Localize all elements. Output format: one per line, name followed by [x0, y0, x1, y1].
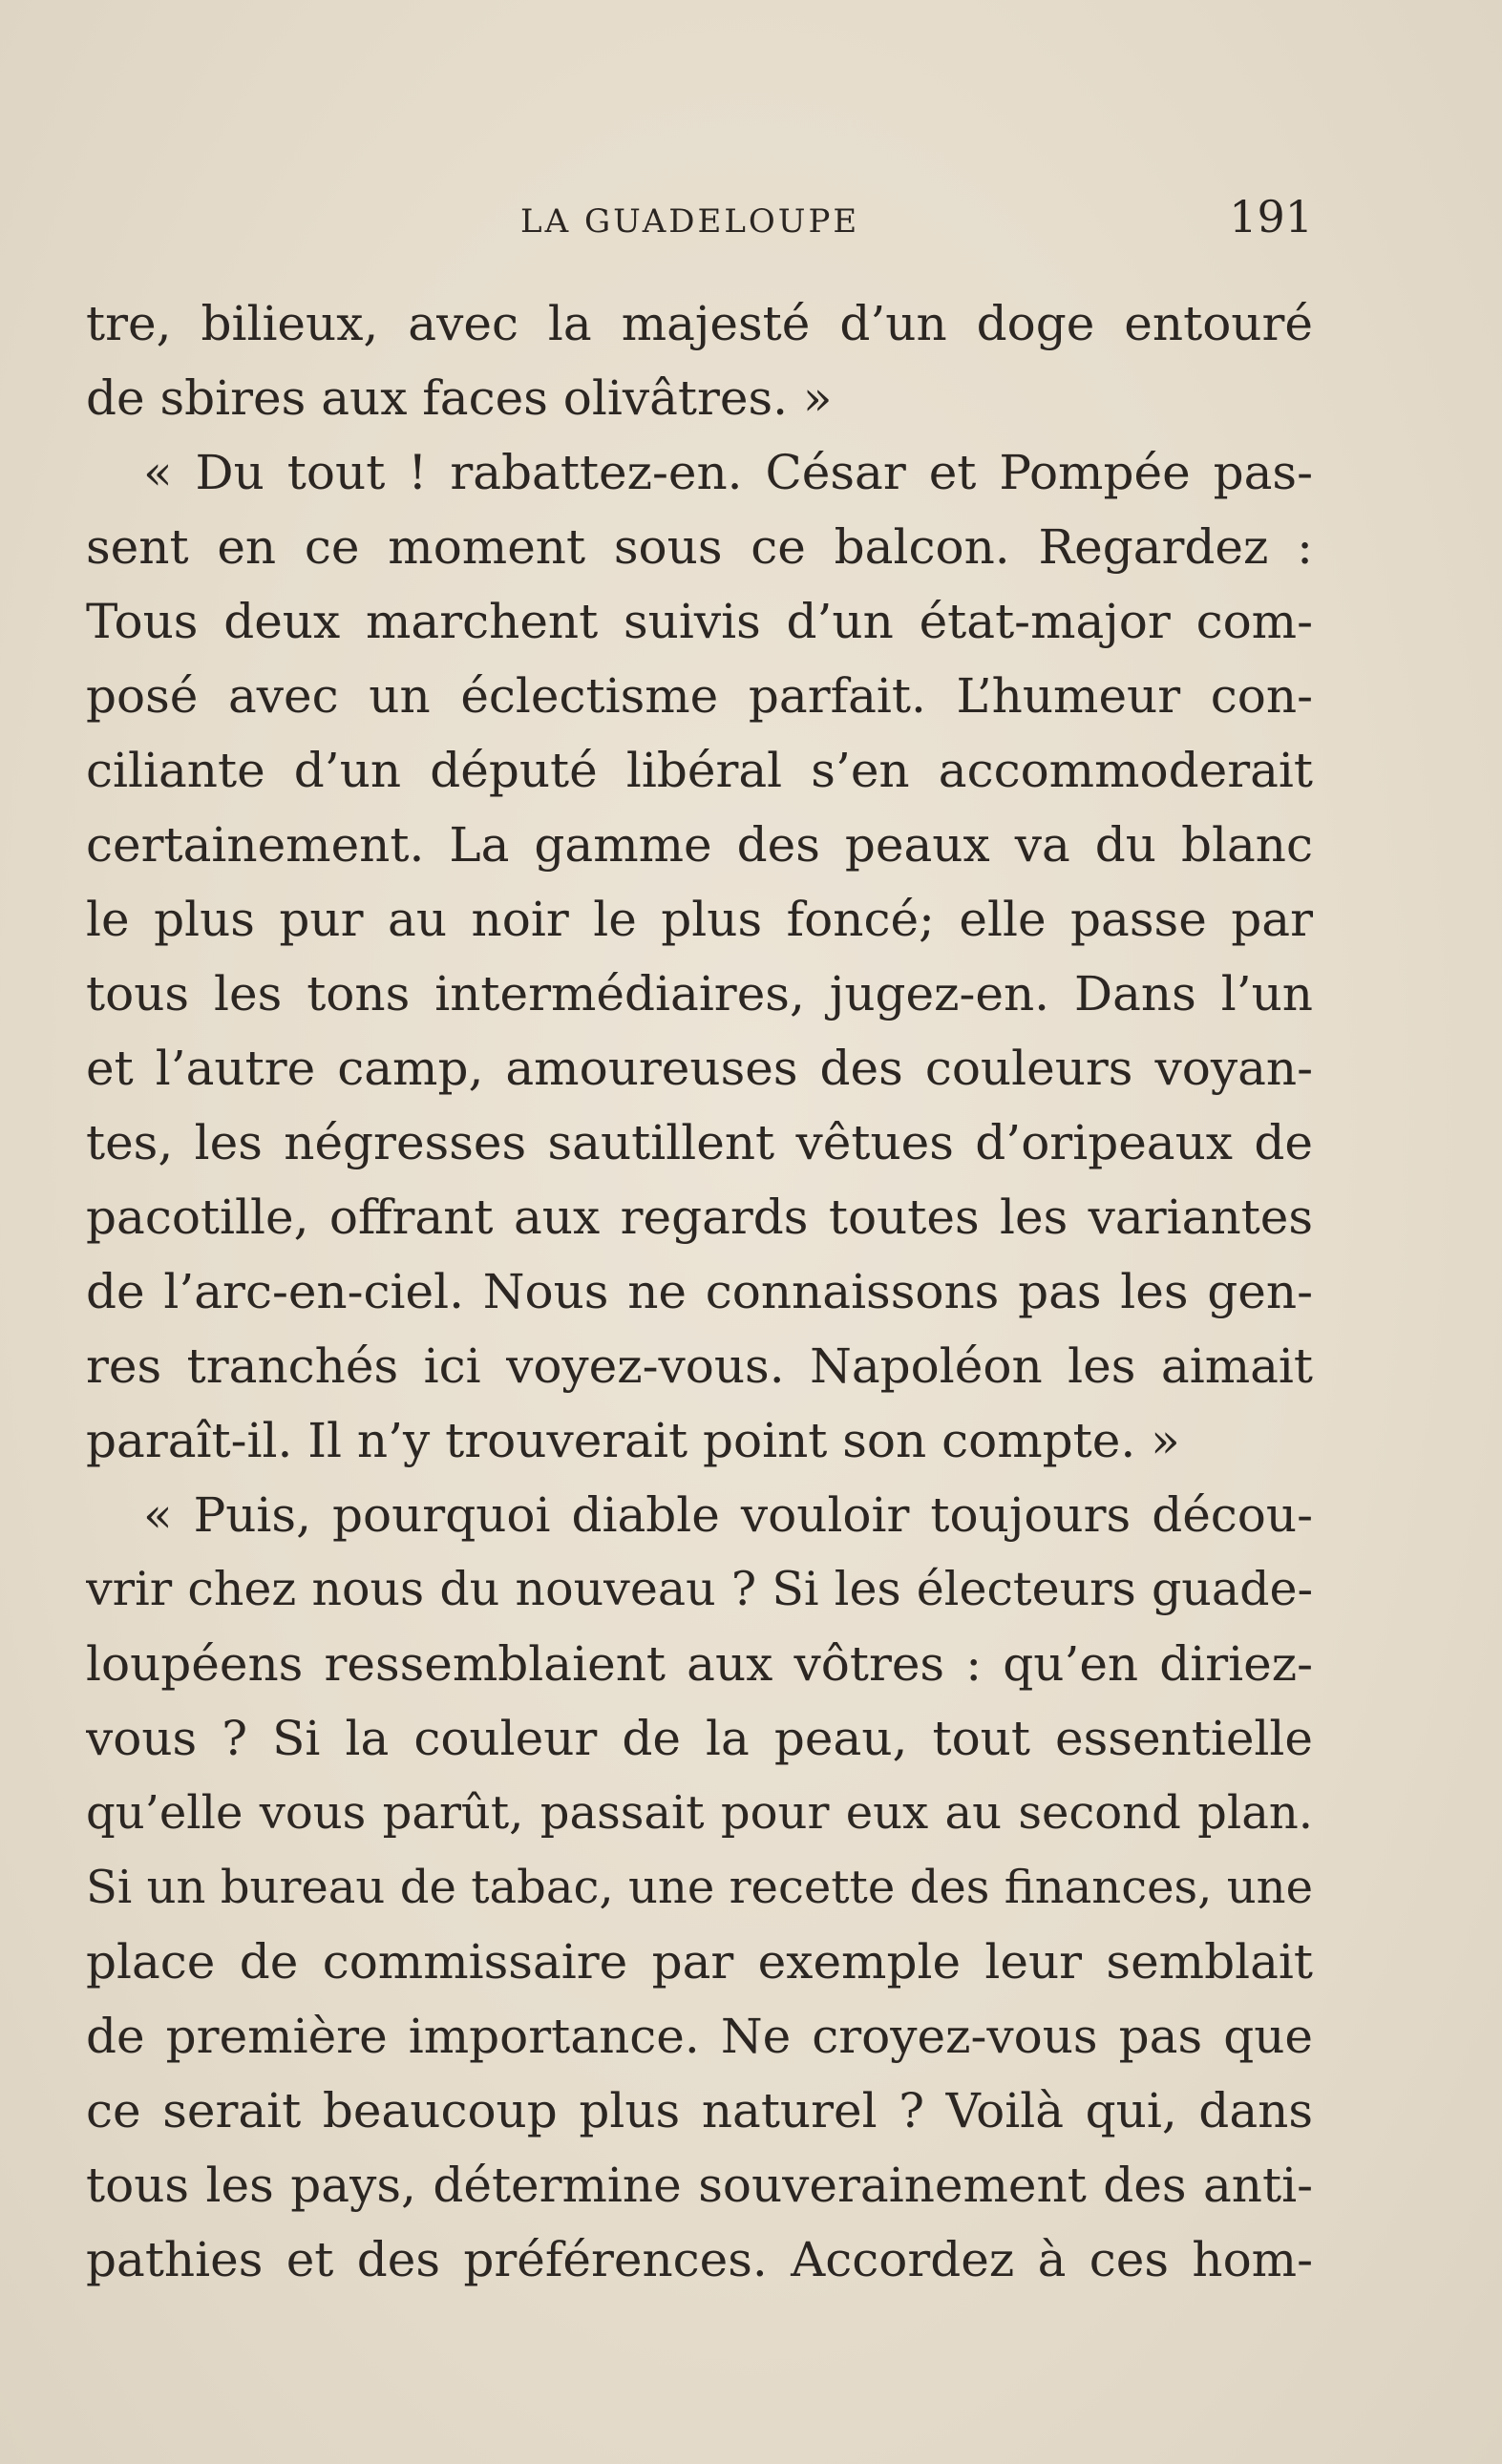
page-header [86, 191, 1313, 248]
text-line: de l’arc-en-ciel. Nous ne connaissons pas les gen- [86, 1264, 1313, 1319]
text-line: sent en ce moment sous ce balcon. Regardez : [86, 519, 1313, 575]
text-line: vous ? Si la couleur de la peau, tout essentielle [86, 1711, 1313, 1766]
text-line: tous les tons intermédiaires, jugez-en. Dans l’un [86, 966, 1313, 1021]
body-text [86, 286, 1313, 2297]
page-number: 191 [1229, 191, 1313, 242]
text-line: loupéens ressemblaient aux vôtres : qu’en diriez- [86, 1636, 1313, 1692]
text-line: « Du tout ! rabattez-en. César et Pompée pas- [143, 445, 1313, 500]
text-line: certainement. La gamme des peaux va du blanc [86, 817, 1313, 873]
text-line: et l’autre camp, amoureuses des couleurs voyan- [86, 1041, 1313, 1096]
text-line: res tranchés ici voyez-vous. Napoléon les aimait [86, 1338, 1313, 1394]
text-line: le plus pur au noir le plus foncé; elle passe par [86, 892, 1313, 947]
text-line: ciliante d’un député libéral s’en accommoderait [86, 743, 1313, 798]
text-line: pathies et des préférences. Accordez à ces hom- [86, 2232, 1313, 2287]
text-line: tre, bilieux, avec la majesté d’un doge entouré [86, 296, 1313, 351]
text-line: tous les pays, détermine souverainement des anti- [86, 2158, 1313, 2213]
text-line: « Puis, pourquoi diable vouloir toujours décou- [143, 1487, 1313, 1543]
text-line: qu’elle vous parût, passait pour eux au second plan. [86, 1786, 1313, 1840]
text-line: vrir chez nous du nouveau ? Si les électeurs guade- [86, 1562, 1313, 1616]
text-line: Si un bureau de tabac, une recette des finances, une [86, 1861, 1313, 1914]
running-title: LA GUADELOUPE [520, 202, 860, 241]
text-line: tes, les négresses sautillent vêtues d’oripeaux de [86, 1115, 1313, 1170]
text-line: ce serait beaucoup plus naturel ? Voilà qui, dans [86, 2083, 1313, 2138]
text-line: de sbires aux faces olivâtres. » [86, 370, 833, 426]
text-line: posé avec un éclectisme parfait. L’humeur con- [86, 668, 1313, 724]
text-line: place de commissaire par exemple leur semblait [86, 1934, 1313, 1990]
text-line: de première importance. Ne croyez-vous pas que [86, 2009, 1313, 2064]
text-line: pacotille, offrant aux regards toutes les variantes [86, 1190, 1313, 1245]
text-line: paraît-il. Il n’y trouverait point son compte. » [86, 1413, 1180, 1468]
text-line: Tous deux marchent suivis d’un état-major com- [86, 594, 1313, 649]
